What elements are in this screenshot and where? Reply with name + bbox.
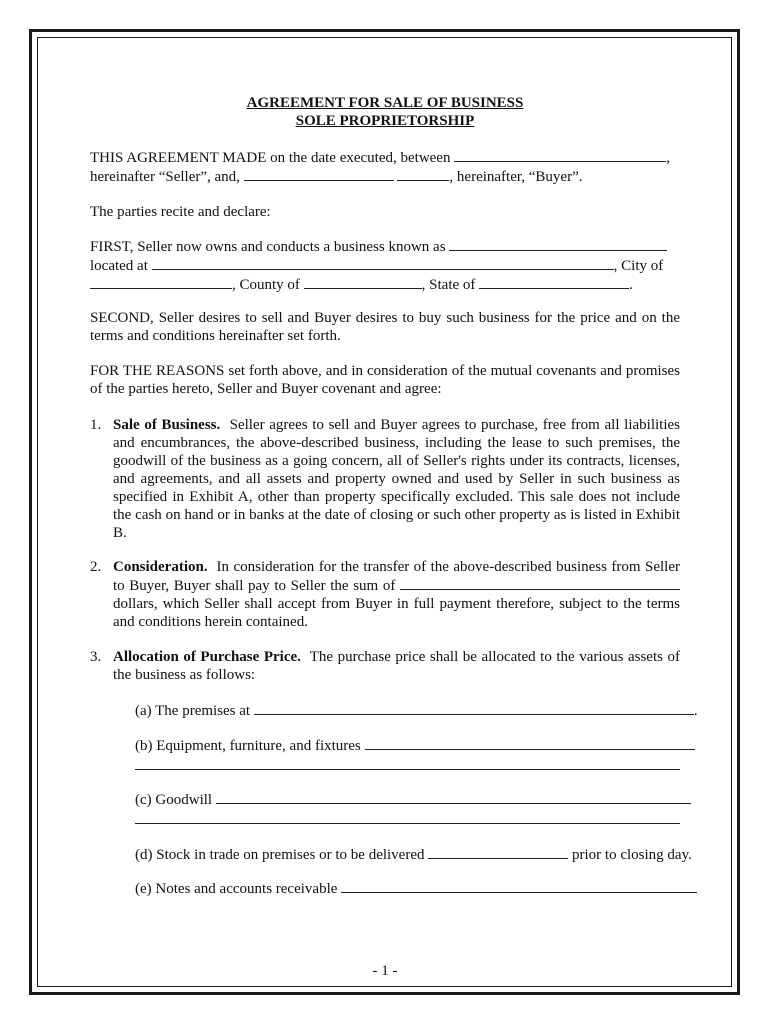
premises-blank[interactable] <box>254 701 694 715</box>
intro-text-3: , hereinafter, “Buyer”. <box>449 169 583 185</box>
purchase-sum-blank[interactable] <box>400 576 680 590</box>
allocation-d-end: prior to closing day. <box>572 847 692 863</box>
county-label: , County of <box>232 277 300 293</box>
allocation-d-label: (d) Stock in trade on premises or to be delivered <box>135 847 425 863</box>
state-label: , State of <box>421 277 476 293</box>
first-paragraph <box>90 237 680 294</box>
section-2-text-a: In consideration for the transfer of the above-described business from Seller to Buyer, Buyer shall pay to Seller the sum of <box>113 559 681 594</box>
allocation-c <box>135 790 680 824</box>
allocation-a-label: (a) The premises at <box>135 703 251 719</box>
allocation-b-label: (b) Equipment, furniture, and fixtures <box>135 738 361 754</box>
section-2-text-b: dollars, which Seller shall accept from Buyer in full payment therefore, subject to the terms and conditions herein contained. <box>113 596 680 630</box>
intro-text-2: hereinafter “Seller”, and, <box>90 169 240 185</box>
first-period: . <box>629 277 633 293</box>
allocation-d <box>135 845 692 864</box>
section-3-heading: Allocation of Purchase Price. <box>113 649 301 665</box>
section-2-heading: Consideration. <box>113 559 208 575</box>
section-1-text: Seller agrees to sell and Buyer agrees to purchase, free from all liabilities and encumbrances, the above-described business, including the lease to such premises, the goodwill of the business as a going concern, all of Seller's rights under its contracts, licenses, and agreements, and all assets and property owned and used by Seller in such business as specified in Exhibit A, other than property specifically excluded. This sale does not include the cash on hand or in banks at the date of closing or such other property as is listed in Exhibit B. <box>113 417 680 541</box>
section-3-text: The purchase price shall be allocated to the various assets of the business as follows: <box>113 649 680 683</box>
title-line-2: SOLE PROPRIETORSHIP <box>295 113 475 129</box>
located-at-label: located at <box>90 258 148 274</box>
section-1-heading: Sale of Business. <box>113 417 221 433</box>
section-1-number: 1. <box>90 417 102 433</box>
location-blank[interactable] <box>152 256 614 270</box>
business-name-blank[interactable] <box>449 237 667 251</box>
receivables-blank[interactable] <box>341 879 697 893</box>
section-2-number: 2. <box>90 559 102 575</box>
recite-paragraph: The parties recite and declare: <box>90 204 271 220</box>
intro-paragraph <box>90 148 680 186</box>
section-2 <box>90 558 680 631</box>
county-blank[interactable] <box>304 275 422 289</box>
allocation-a <box>135 701 698 720</box>
city-blank[interactable] <box>90 275 232 289</box>
state-blank[interactable] <box>479 275 629 289</box>
buyer-name-blank-1[interactable] <box>244 167 394 181</box>
section-3-number: 3. <box>90 649 102 665</box>
allocation-b <box>135 736 680 770</box>
section-1 <box>90 416 680 542</box>
first-text: FIRST, Seller now owns and conducts a business known as <box>90 239 446 255</box>
reasons-paragraph: FOR THE REASONS set forth above, and in consideration of the mutual covenants and promises of the parties hereto, Seller and Buyer covenant and agree: <box>90 363 680 397</box>
allocation-c-label: (c) Goodwill <box>135 792 213 808</box>
intro-comma: , <box>666 150 670 166</box>
goodwill-blank[interactable] <box>216 790 691 804</box>
seller-name-blank[interactable] <box>454 148 666 162</box>
equipment-blank[interactable] <box>365 736 695 750</box>
allocation-e-label: (e) Notes and accounts receivable <box>135 881 338 897</box>
goodwill-blank-line-2[interactable] <box>135 812 680 824</box>
equipment-blank-line-2[interactable] <box>135 758 680 770</box>
allocation-a-period: . <box>693 703 698 719</box>
city-label: , City of <box>613 258 664 274</box>
document-title <box>90 94 680 130</box>
stock-blank[interactable] <box>428 845 568 859</box>
buyer-name-blank-2[interactable] <box>397 167 449 181</box>
intro-text-1: THIS AGREEMENT MADE on the date executed, between <box>90 150 451 166</box>
section-3 <box>90 648 680 684</box>
second-paragraph: SECOND, Seller desires to sell and Buyer desires to buy such business for the price and on the terms and conditions hereinafter set forth. <box>90 310 680 344</box>
page-number: - 1 - <box>372 963 398 979</box>
title-line-1: AGREEMENT FOR SALE OF BUSINESS <box>246 95 524 111</box>
allocation-e <box>135 879 680 898</box>
